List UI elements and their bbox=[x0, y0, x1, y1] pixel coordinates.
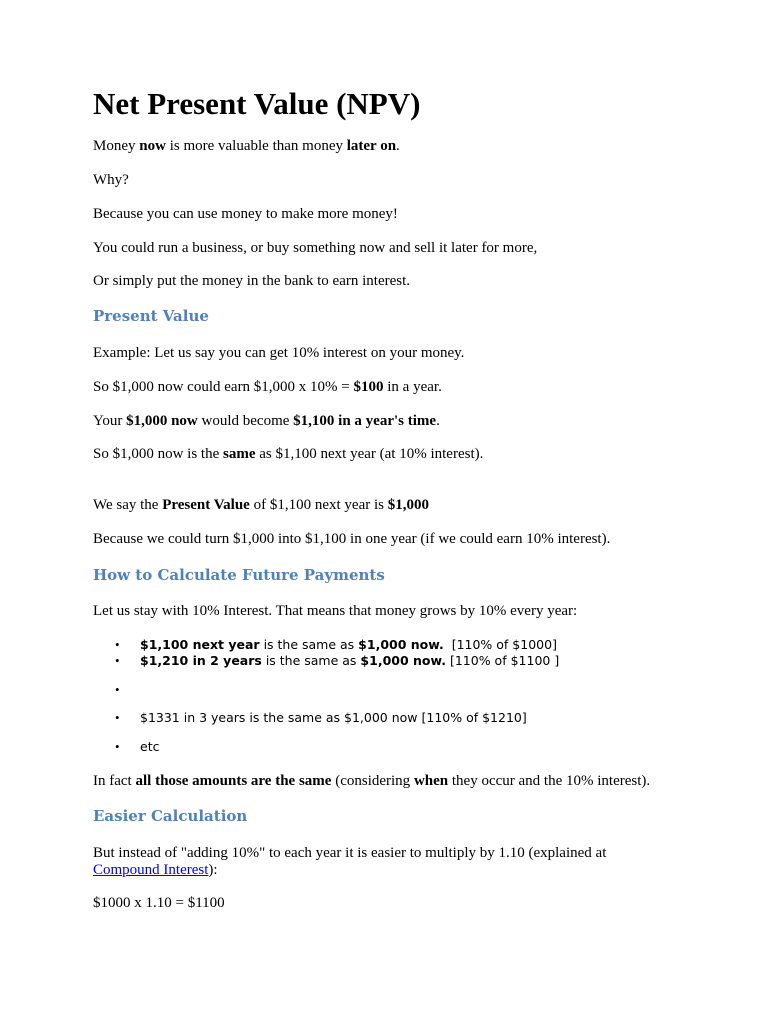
future-paragraph-2 bbox=[93, 773, 650, 790]
text: [110% of $1000] bbox=[443, 637, 557, 652]
bold-text: $100 bbox=[353, 379, 384, 395]
bold-text: when bbox=[413, 773, 449, 789]
text: We say the bbox=[93, 497, 163, 513]
intro-line-4: You could run a business, or buy something now and sell it later for more, bbox=[93, 240, 538, 256]
list-item bbox=[93, 637, 733, 654]
future-paragraph-1: Let us stay with 10% Interest. That means that money grows by 10% every year: bbox=[93, 603, 578, 619]
text: as $1,100 next year (at 10% interest). bbox=[255, 446, 484, 462]
text: ): bbox=[208, 862, 218, 878]
text: So $1,000 now could earn $1,000 x 10% = bbox=[93, 379, 354, 395]
page-title: Net Present Value (NPV) bbox=[93, 86, 421, 121]
text: in a year. bbox=[383, 379, 442, 395]
intro-line-1 bbox=[93, 138, 400, 155]
bold-text: all those amounts are the same bbox=[135, 773, 332, 789]
text: (considering bbox=[331, 773, 414, 789]
text: . bbox=[396, 138, 400, 154]
pv-paragraph-5 bbox=[93, 497, 429, 514]
compound-interest-link[interactable]: Compound Interest bbox=[93, 862, 209, 878]
bullet-icon: • bbox=[115, 653, 120, 668]
bold-text: $1,210 in 2 years bbox=[140, 653, 262, 668]
bullet-icon: • bbox=[115, 710, 120, 725]
text: is the same as bbox=[261, 653, 361, 668]
bold-text: $1,100 in a year's time bbox=[293, 413, 437, 429]
text: is more valuable than money bbox=[165, 138, 347, 154]
bold-text: now bbox=[139, 138, 166, 154]
heading-easier-calculation: Easier Calculation bbox=[93, 807, 248, 825]
heading-present-value: Present Value bbox=[93, 307, 209, 325]
pv-paragraph-6: Because we could turn $1,000 into $1,100 in one year (if we could earn 10% interest). bbox=[93, 531, 611, 547]
bold-text: later on bbox=[346, 138, 397, 154]
list-item-text: etc bbox=[140, 739, 160, 754]
easier-paragraph-1-cont bbox=[93, 862, 218, 879]
bold-text: $1,100 next year bbox=[140, 637, 260, 652]
easier-paragraph-2: $1000 x 1.10 = $1100 bbox=[93, 895, 225, 911]
heading-future-payments: How to Calculate Future Payments bbox=[93, 566, 385, 584]
bullet-icon: • bbox=[115, 637, 120, 652]
text: Your bbox=[93, 413, 127, 429]
pv-paragraph-1: Example: Let us say you can get 10% interest on your money. bbox=[93, 345, 465, 361]
bold-text: $1,000 now bbox=[126, 413, 198, 429]
pv-paragraph-3 bbox=[93, 413, 440, 430]
pv-paragraph-2 bbox=[93, 379, 442, 396]
bold-text: $1,000 now. bbox=[358, 637, 444, 652]
bold-text: same bbox=[223, 446, 256, 462]
text: Money bbox=[93, 138, 140, 154]
text: of $1,100 next year is bbox=[249, 497, 388, 513]
pv-paragraph-4 bbox=[93, 446, 483, 463]
list-item-text bbox=[140, 637, 557, 652]
intro-line-3: Because you can use money to make more money! bbox=[93, 206, 398, 222]
list-item-text bbox=[140, 653, 559, 668]
list-item-text: $1331 in 3 years is the same as $1,000 now [110% of $1210] bbox=[140, 710, 527, 725]
text: . bbox=[436, 413, 440, 429]
easier-paragraph-1: But instead of "adding 10%" to each year it is easier to multiply by 1.10 (explained at bbox=[93, 845, 607, 861]
list-item bbox=[93, 653, 733, 670]
list-item bbox=[93, 710, 733, 727]
text: is the same as bbox=[259, 637, 359, 652]
intro-line-5: Or simply put the money in the bank to earn interest. bbox=[93, 273, 411, 289]
list-item bbox=[93, 739, 733, 756]
bullet-icon: • bbox=[115, 739, 120, 754]
text: So $1,000 now is the bbox=[93, 446, 224, 462]
text: they occur and the 10% interest). bbox=[448, 773, 651, 789]
bold-text: $1,000 now. bbox=[360, 653, 446, 668]
bullet-icon: • bbox=[115, 682, 120, 697]
intro-line-2: Why? bbox=[93, 172, 129, 188]
text: In fact bbox=[93, 773, 136, 789]
bold-text: $1,000 bbox=[387, 497, 429, 513]
text: would become bbox=[197, 413, 294, 429]
list-item bbox=[93, 682, 733, 699]
text: [110% of $1100 ] bbox=[446, 653, 560, 668]
bold-text: Present Value bbox=[162, 497, 250, 513]
